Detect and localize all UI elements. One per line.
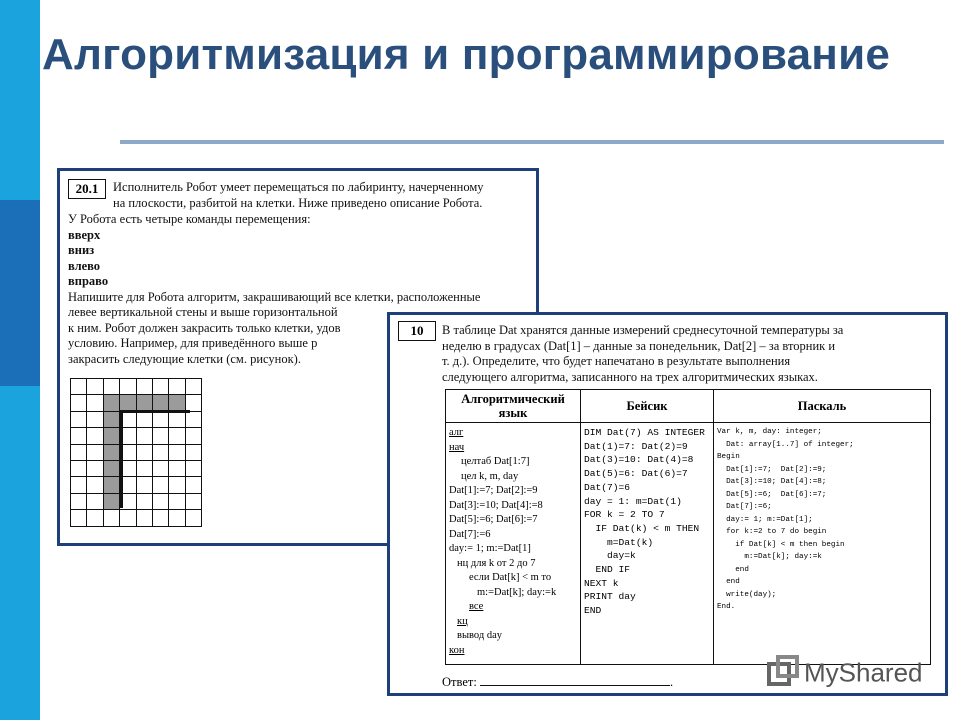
grid-cell bbox=[136, 477, 152, 493]
grid-cell bbox=[169, 477, 185, 493]
sidebar-accent bbox=[0, 200, 40, 386]
grid-cell bbox=[103, 395, 119, 411]
command-left: влево bbox=[68, 258, 101, 273]
grid-cell bbox=[185, 395, 201, 411]
pascal-code-cell: Var k, m, day: integer; Dat: array[1..7] of integer; Begin Dat[1]:=7; Dat[2]:=9; Dat[3]:=10; Dat[4]:=8; Dat[5]:=6; Dat[6]:=7; Dat[7]:=6; day:= 1; m:=Dat[1]; for k:=2 to 7 do begin if Dat[k] < m then begin m:=Dat[k]; day:=k end end write(day); End. bbox=[714, 423, 931, 665]
grid-cell bbox=[185, 428, 201, 444]
grid-cell bbox=[152, 411, 168, 427]
grid-cell bbox=[71, 428, 87, 444]
logo-text: MyShared bbox=[804, 657, 923, 688]
grid-cell bbox=[136, 493, 152, 509]
grid-cell bbox=[103, 444, 119, 460]
grid-cell bbox=[152, 428, 168, 444]
grid-cell bbox=[120, 379, 136, 395]
myshared-logo bbox=[766, 654, 923, 695]
grid-cell bbox=[136, 428, 152, 444]
task-intro: В таблице Dat хранятся данные измерений среднесуточной температуры за неделю в градусах (Dat[1] – данные за понедельник, Dat[2] – за вторник и т. д.). Определите, что будет напечатано в результате выполнения следующего алгоритма, записанного на трех алгоритмических языках. bbox=[442, 323, 844, 384]
grid-cell bbox=[103, 428, 119, 444]
grid-cell bbox=[185, 477, 201, 493]
command-up: вверх bbox=[68, 227, 101, 242]
task-number: 20.1 bbox=[68, 179, 106, 199]
answer-line[interactable] bbox=[480, 675, 670, 686]
grid-cell bbox=[87, 510, 103, 526]
grid-cell bbox=[152, 395, 168, 411]
answer-field[interactable]: Ответ: . bbox=[442, 675, 674, 689]
logo-icon bbox=[766, 654, 800, 695]
grid-cell bbox=[152, 510, 168, 526]
task-body: У Робота есть четыре команды перемещения: вверх вниз влево вправо Напишите для Робота алгоритм, закрашивающий все клетки, расположенные левее вертикальной стены и выше горизонтальной к ним. Робот должен закрасить только клетки, удов условию. Например, для приведённого выше р закрасить следующие клетки (см. рисунок). bbox=[68, 212, 481, 366]
grid-cell bbox=[169, 411, 185, 427]
grid-cell bbox=[71, 460, 87, 476]
grid-cell bbox=[185, 444, 201, 460]
grid-cell bbox=[185, 379, 201, 395]
grid-cell bbox=[71, 379, 87, 395]
header-basic: Бейсик bbox=[581, 390, 714, 423]
grid-cell bbox=[169, 428, 185, 444]
grid-cell bbox=[185, 460, 201, 476]
grid-cell bbox=[71, 477, 87, 493]
slide-title: Алгоритмизация и программирование bbox=[42, 30, 890, 79]
grid-cell bbox=[136, 460, 152, 476]
grid-cell bbox=[152, 460, 168, 476]
answer-label: Ответ: bbox=[442, 675, 477, 689]
grid-cell bbox=[120, 395, 136, 411]
grid-cell bbox=[152, 379, 168, 395]
algorithm-table bbox=[445, 389, 931, 665]
header-pascal: Паскаль bbox=[714, 390, 931, 423]
grid-cell bbox=[87, 395, 103, 411]
command-right: вправо bbox=[68, 274, 109, 288]
grid-cell bbox=[71, 510, 87, 526]
vertical-wall bbox=[120, 410, 123, 508]
grid-cell bbox=[185, 411, 201, 427]
grid-cell bbox=[185, 493, 201, 509]
grid-cell bbox=[136, 395, 152, 411]
grid-cell bbox=[103, 379, 119, 395]
grid-cell bbox=[103, 411, 119, 427]
basic-code-cell: DIM Dat(7) AS INTEGER Dat(1)=7: Dat(2)=9 Dat(3)=10: Dat(4)=8 Dat(5)=6: Dat(6)=7 Dat(7)=6 day = 1: m=Dat(1) FOR k = 2 TO 7 IF Dat(k) < m THEN m=Dat(k) day=k END IF NEXT k PRINT day END bbox=[581, 423, 714, 665]
horizontal-wall bbox=[120, 410, 190, 413]
robot-field-grid bbox=[70, 378, 202, 527]
grid-cell bbox=[87, 379, 103, 395]
grid-cell bbox=[71, 493, 87, 509]
grid-cell bbox=[169, 395, 185, 411]
grid-cell bbox=[169, 444, 185, 460]
grid-cell bbox=[152, 477, 168, 493]
grid-cell bbox=[169, 510, 185, 526]
grid-cell bbox=[87, 460, 103, 476]
grid-cell bbox=[71, 395, 87, 411]
grid-cell bbox=[185, 510, 201, 526]
task-number: 10 bbox=[398, 321, 436, 341]
grid-cell bbox=[120, 510, 136, 526]
command-down: вниз bbox=[68, 243, 95, 257]
grid-cell bbox=[136, 411, 152, 427]
grid-cell bbox=[152, 444, 168, 460]
grid-cell bbox=[71, 444, 87, 460]
task-10-box bbox=[387, 312, 948, 696]
grid-cell bbox=[136, 379, 152, 395]
grid-cell bbox=[136, 444, 152, 460]
grid-cell bbox=[169, 379, 185, 395]
grid-cell bbox=[87, 493, 103, 509]
grid-cell bbox=[87, 444, 103, 460]
grid-cell bbox=[103, 460, 119, 476]
grid-cell bbox=[87, 428, 103, 444]
alg-code-cell: алг нач целтаб Dat[1:7] цел k, m, day Dat[1]:=7; Dat[2]:=9 Dat[3]:=10; Dat[4]:=8 Dat[5]:=6; Dat[6]:=7 Dat[7]:=6 day:= 1; m:=Dat[1] нц для k от 2 до 7 если Dat[k] < m то m:=Dat[k]; day:=k все кц вывод day кон bbox=[446, 423, 581, 665]
grid-cell bbox=[103, 477, 119, 493]
grid-cell bbox=[136, 510, 152, 526]
grid-cell bbox=[71, 411, 87, 427]
task-intro: Исполнитель Робот умеет перемещаться по лабиринту, начерченному на плоскости, разбитой на клетки. Ниже приведено описание Робота. bbox=[113, 180, 484, 210]
header-alg: Алгоритмический язык bbox=[446, 390, 581, 423]
grid-cell bbox=[169, 460, 185, 476]
title-underline bbox=[120, 140, 944, 144]
grid-cell bbox=[169, 493, 185, 509]
grid-cell bbox=[103, 493, 119, 509]
grid-cell bbox=[87, 477, 103, 493]
grid-cell bbox=[103, 510, 119, 526]
grid-cell bbox=[152, 493, 168, 509]
grid-cell bbox=[87, 411, 103, 427]
